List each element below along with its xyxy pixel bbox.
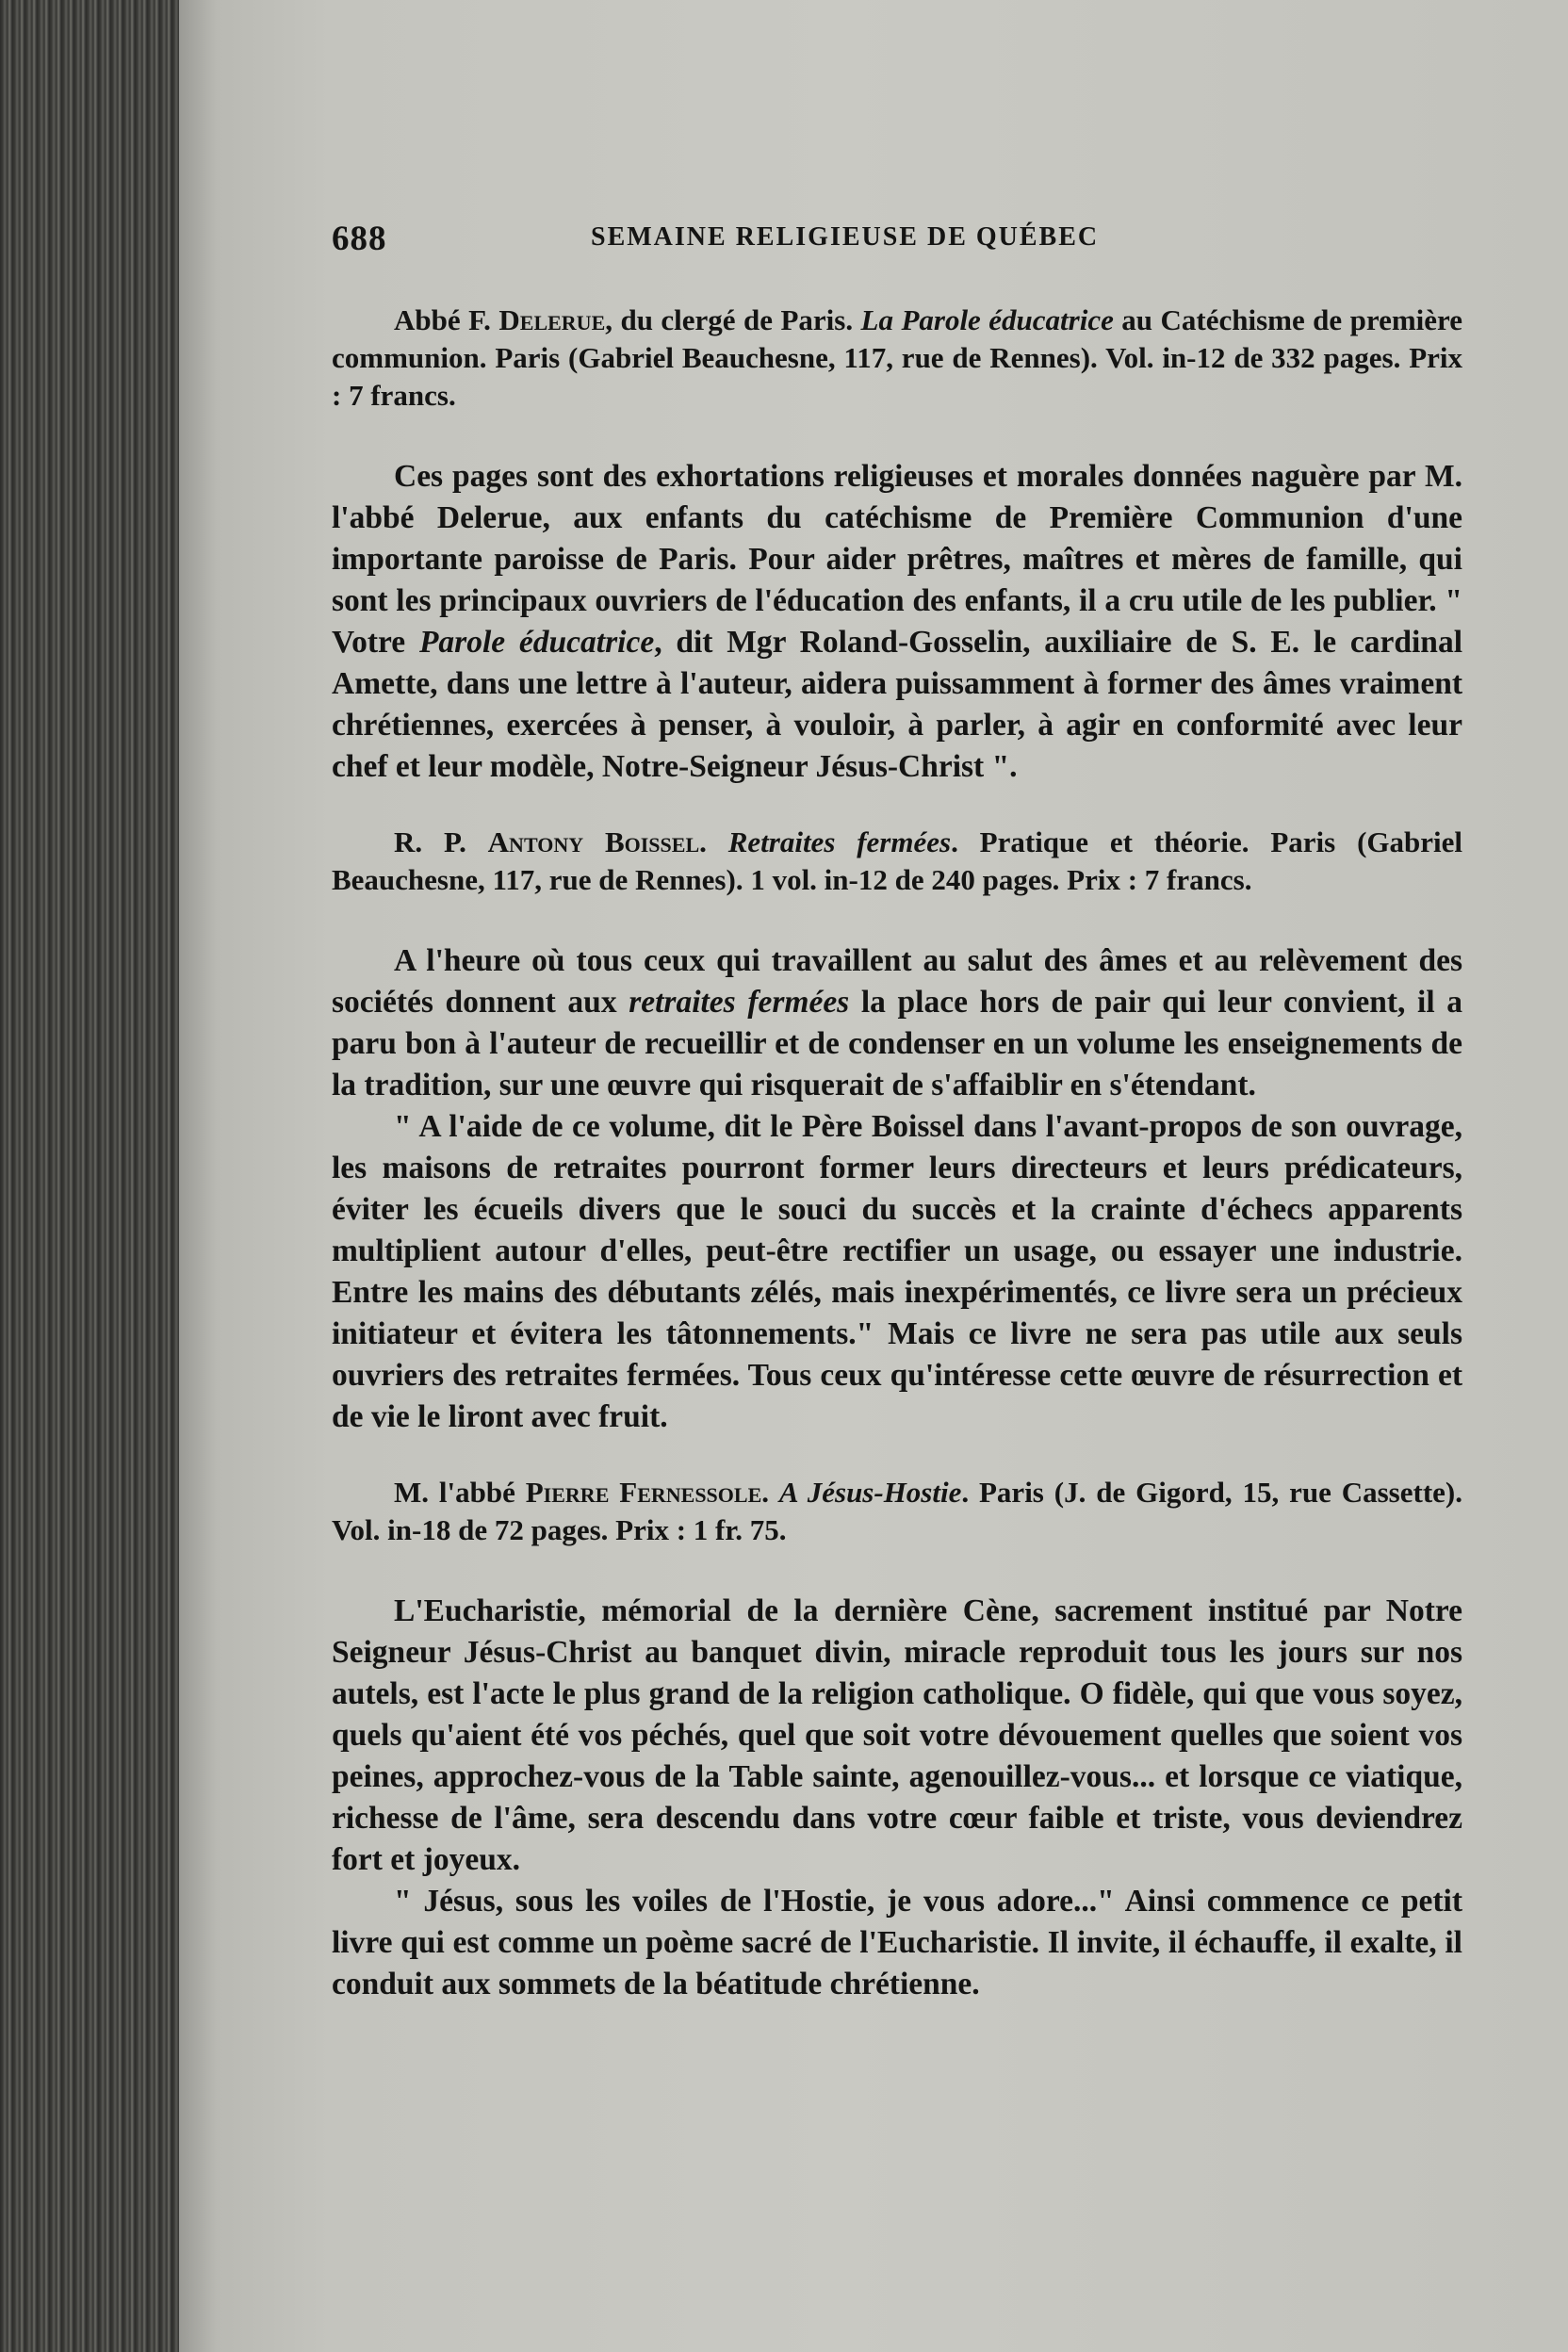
running-title: SEMAINE RELIGIEUSE DE QUÉBEC [591,222,1100,252]
review-paragraph: " Jésus, sous les voiles de l'Hostie, je vous adore..." Ainsi commence ce petit livre qui est comme un poème sacré de l'Eucharistie. Il invite, il échauffe, il exalte, il conduit aux sommets de la béatitude chrétienne. [332,1884,1462,2001]
book-edge [0,0,188,2352]
review-citation: Abbé F. Delerue, du clergé de Paris. La Parole éducatrice au Catéchisme de première communion. Paris (Gabriel Beauchesne, 117, rue de Rennes). Vol. in-12 de 332 pages. Prix : 7 francs. [332,303,1462,412]
work-title: A Jésus-Hostie [778,1476,962,1509]
page-content [332,219,1462,2005]
review-citation: R. P. Antony Boissel. Retraites fermées. Pratique et théorie. Paris (Gabriel Beauchesne, 117, rue de Rennes). 1 vol. in-12 de 240 pages. Prix : 7 francs. [332,825,1462,896]
author-name: Pierre Fernessole [525,1476,762,1509]
work-title: Retraites fermées [727,825,952,858]
page-number: 688 [332,220,387,258]
review-paragraph: " A l'aide de ce volume, dit le Père Boissel dans l'avant-propos de son ouvrage, les maisons de retraites pourront former leurs directeurs et leurs prédicateurs, éviter les écueils divers que le souci du succès et la crainte d'échecs apparents multiplient autour d'elles, peut-être rectifier un usage, ou essayer une industrie. Entre les mains des débutants zélés, mais inexpérimentés, ce livre sera un précieux initiateur et évitera les tâtonnements." Mais ce livre ne sera pas utile aux seuls ouvriers des retraites fermées. Tous ceux qu'intéresse cette œuvre de résurrection et de vie le liront avec fruit. [332,1109,1462,1434]
author-name: Antony Boissel [487,825,700,858]
review-paragraph: Ces pages sont des exhortations religieuses et morales données naguère par M. l'abbé Delerue, aux enfants du catéchisme de Première Communion d'une importante paroisse de Paris. Pour aider prêtres, maîtres et mères de famille, qui sont les principaux ouvriers de l'éducation des enfants, il a cru utile de les publier. " Votre Parole éducatrice, dit Mgr Roland-Gosselin, auxiliaire de S. E. le cardinal Amette, dans une lettre à l'auteur, aidera puissamment à former des âmes vraiment chrétiennes, exercées à penser, à vouloir, à parler, à agir en conformité avec leur chef et leur modèle, Notre-Seigneur Jésus-Christ ". [332,459,1462,784]
page-sheet [179,0,1568,2352]
review-paragraph: L'Eucharistie, mémorial de la dernière Cène, sacrement institué par Notre Seigneur Jésus-Christ au banquet divin, miracle reproduit tous les jours sur nos autels, est l'acte le plus grand de la religion catholique. O fidèle, qui que vous soyez, quels qu'aient été vos péchés, quel que soit votre dévouement quelles que soient vos peines, approchez-vous de la Table sainte, agenouillez-vous... et lorsque ce viatique, richesse de l'âme, sera descendu dans votre cœur faible et triste, vous deviendrez fort et joyeux. [332,1593,1462,1877]
work-title: La Parole éducatrice [860,303,1114,336]
review-citation: M. l'abbé Pierre Fernessole. A Jésus-Hostie. Paris (J. de Gigord, 15, rue Cassette). Vol. in-18 de 72 pages. Prix : 1 fr. 75. [332,1476,1462,1546]
running-head [332,219,1462,266]
review-paragraph: A l'heure où tous ceux qui travaillent au salut des âmes et au relèvement des sociétés donnent aux retraites fermées la place hors de pair qui leur convient, il a paru bon à l'auteur de recueillir et de condenser en un volume les enseignements de la tradition, sur une œuvre qui risquerait de s'affaiblir en s'étendant. [332,943,1462,1102]
author-name: Delerue [498,303,606,336]
